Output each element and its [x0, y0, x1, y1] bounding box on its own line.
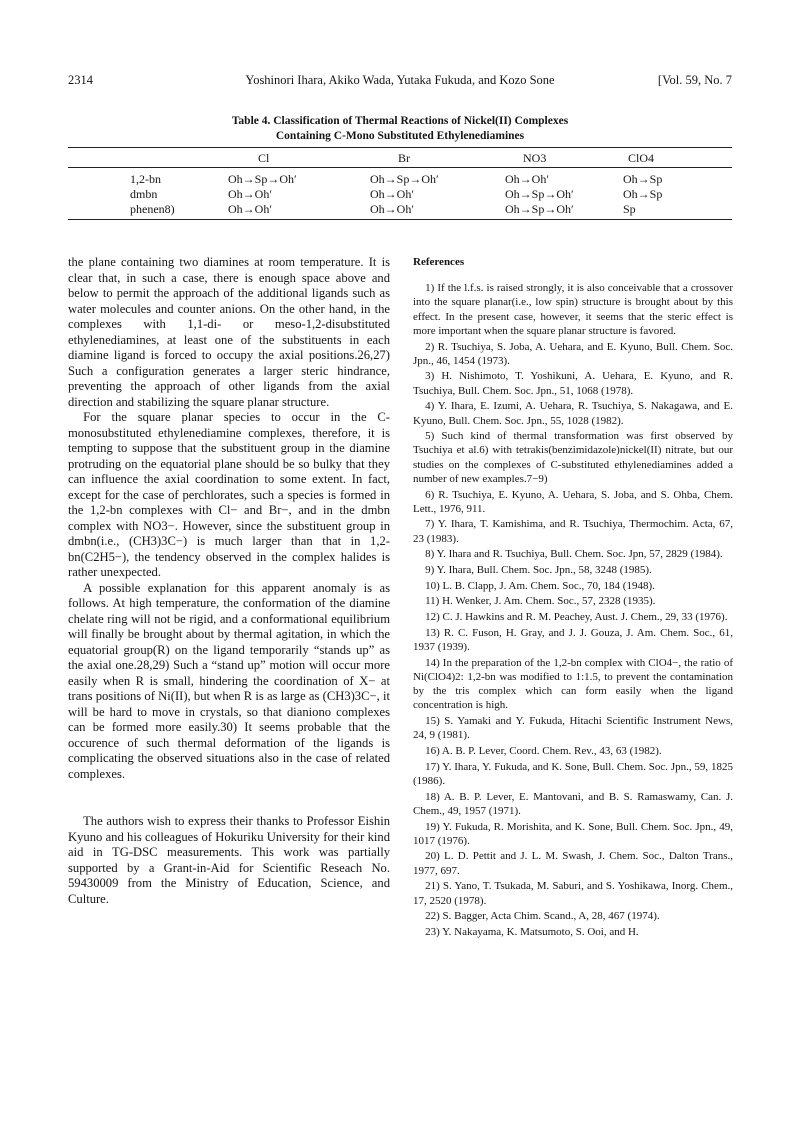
table-cell: Oh→Oh′ — [505, 172, 549, 186]
reference-item: 17) Y. Ihara, Y. Fukuda, and K. Sone, Bull. Chem. Soc. Jpn., 59, 1825 (1986). — [413, 760, 733, 787]
reference-item: 19) Y. Fukuda, R. Morishita, and K. Sone, Bull. Chem. Soc. Jpn., 49, 1017 (1976). — [413, 820, 733, 847]
reference-item: 6) R. Tsuchiya, E. Kyuno, A. Uehara, S. Joba, and S. Ohba, Chem. Lett., 1976, 911. — [413, 488, 733, 515]
reference-item: 13) R. C. Fuson, H. Gray, and J. J. Gouza, J. Am. Chem. Soc., 61, 1937 (1939). — [413, 626, 733, 654]
table-cell: Oh→Oh′ — [228, 187, 272, 201]
reference-item: 12) C. J. Hawkins and R. M. Peachey, Aust. J. Chem., 29, 33 (1976). — [425, 611, 728, 624]
reference-list — [413, 281, 733, 939]
reference-item: 16) A. B. P. Lever, Coord. Chem. Rev., 43, 63 (1982). — [425, 745, 662, 757]
table-cell: Oh→Oh′ — [370, 187, 414, 201]
reference-item: 10) L. B. Clapp, J. Am. Chem. Soc., 70, 184 (1948). — [425, 579, 655, 592]
acknowledgement: The authors wish to express their thanks to Professor Eishin Kyuno and his colleagues of Hokuriku University for their kind aid in TG-DSC measurements. This work was partially supported by a Grant-in-Aid for Scientific Reseach No. 59430009 from the Ministry of Education, Science, and Culture. — [68, 814, 390, 906]
reference-item: 14) In the preparation of the 1,2-bn complex with ClO4−, the ratio of Ni(ClO4)2: 1,2-bn was modified to 1:1.5, to prevent the contamination by the tris complex which can form easily when the ligand concentration is high. — [413, 656, 733, 712]
reference-item: 18) A. B. P. Lever, E. Mantovani, and B. S. Ramaswamy, Can. J. Chem., 49, 1957 (1971). — [413, 790, 733, 817]
reference-item: 22) S. Bagger, Acta Chim. Scand., A, 28, 467 (1974). — [425, 910, 660, 923]
body-text-column — [68, 255, 390, 907]
table-row — [68, 172, 732, 187]
table-cell: dmbn — [130, 187, 158, 201]
references-heading: References — [413, 256, 465, 268]
reference-item: 2) R. Tsuchiya, S. Joba, A. Uehara, and E. Kyuno, Bull. Chem. Soc. Jpn., 46, 1454 (1973). — [413, 340, 733, 367]
reference-item: 11) H. Wenker, J. Am. Chem. Soc., 57, 2328 (1935). — [425, 595, 656, 608]
table-cell: Oh→Sp→Oh′ — [505, 187, 574, 201]
table-header-br: Br — [398, 151, 410, 165]
table-cell: Oh→Sp→Oh′ — [505, 202, 574, 216]
body-paragraph: For the square planar species to occur in the C-monosubstituted ethylenediamine complexes, therefore, it is tempting to suppose that the substituent group in the diamine protruding on the equatorial plane should be so bulky that they can influence the axial coordination to some extent. In fact, except for the case of perchlorates, such a species is formed in the 1,2-bn complexes with Cl− and Br−, and in the dmbn complex with NO3−. However, since the substituent group in dmbn(i.e., (CH3)3C−) is much larger than that in 1,2-bn(C2H5−), the tendency observed in the complex halides is rather unexpected. — [68, 410, 390, 579]
reference-item: 9) Y. Ihara, Bull. Chem. Soc. Jpn., 58, 3248 (1985). — [425, 564, 652, 577]
reference-item: 1) If the l.f.s. is raised strongly, it is also conceivable that a crossover into the square planar(i.e., low spin) structure is brought about by this effect. In the present case, however, it seems that the steric effect is more important when the square planar structure is favored. — [413, 282, 733, 337]
table-cell: Sp — [623, 202, 636, 216]
reference-item: 4) Y. Ihara, E. Izumi, A. Uehara, R. Tsuchiya, S. Nakagawa, and E. Kyuno, Bull. Chem. Soc. Jpn., 55, 1028 (1982). — [413, 400, 733, 427]
table-cell: Oh→Oh′ — [370, 202, 414, 216]
reference-item: 5) Such kind of thermal transformation was first observed by Tsuchiya et al.6) with tetrakis(benzimidazole)nickel(II) nitrate, but our studies on the complexes of C-substituted ethylenediamines added a number of new examples.7−9) — [413, 430, 733, 485]
volume-issue: [Vol. 59, No. 7 — [657, 73, 732, 87]
references-column — [413, 255, 733, 941]
table-header-no3: NO3 — [523, 151, 547, 165]
table-row — [68, 202, 732, 217]
reference-item: 15) S. Yamaki and Y. Fukuda, Hitachi Scientific Instrument News, 24, 9 (1981). — [413, 715, 733, 742]
reference-item: 7) Y. Ihara, T. Kamishima, and R. Tsuchiya, Thermochim. Acta, 67, 23 (1983). — [413, 518, 733, 545]
table-caption — [68, 114, 732, 144]
reference-item: 21) S. Yano, T. Tsukada, M. Saburi, and S. Yoshikawa, Inorg. Chem., 17, 2520 (1978). — [413, 880, 733, 907]
table-cell: Oh→Sp→Oh′ — [228, 172, 297, 186]
table-cell: Oh→Sp — [623, 172, 663, 186]
running-header — [68, 73, 732, 89]
running-authors: Yoshinori Ihara, Akiko Wada, Yutaka Fukuda, and Kozo Sone — [245, 73, 555, 87]
table-cell: Oh→Sp→Oh′ — [370, 172, 439, 186]
reference-item: 23) Y. Nakayama, K. Matsumoto, S. Ooi, and H. — [425, 925, 639, 938]
table-cell: Oh→Oh′ — [228, 202, 272, 216]
table-cell: 1,2-bn — [130, 172, 161, 186]
table-caption-line-2: Containing C-Mono Substituted Ethylenediamines — [275, 130, 525, 142]
reference-item: 20) L. D. Pettit and J. L. M. Swash, J. Chem. Soc., Dalton Trans., 1977, 697. — [413, 850, 733, 877]
table-bottom-rule — [68, 219, 732, 220]
reference-item: 8) Y. Ihara and R. Tsuchiya, Bull. Chem. Soc. Jpn, 57, 2829 (1984). — [425, 548, 723, 561]
reference-item: 3) H. Nishimoto, T. Yoshikuni, A. Uehara, E. Kyuno, and R. Tsuchiya, Bull. Chem. Soc. Jpn., 51, 1068 (1978). — [413, 370, 733, 397]
table-top-rule — [68, 147, 732, 148]
table-cell: phenen8) — [130, 202, 175, 216]
table-row — [68, 187, 732, 202]
page-number: 2314 — [68, 73, 93, 87]
table-header-clo4: ClO4 — [628, 151, 655, 165]
table-header-rule — [68, 167, 732, 168]
table-cell: Oh→Sp — [623, 187, 663, 201]
body-paragraph: A possible explanation for this apparent anomaly is as follows. At high temperature, the conformation of the diamine chelate ring will not be rigid, and a conformational equilibrium will finally be brought about by thermal agitation, in which the equatorial group(R) on the ligand temporarily “stands up” as the axial one.28,29) Such a “stand up” motion will occur more easily when R is small, hindering the coordination of X− at trans positions of Ni(II), but when R is as large as (CH3)3C−, it will be hard to move in crystals, so that dianiono complexes can be formed more easily.30) It seems probable that the occurence of such thermal deformation of the ligands is complicating the observed situations also in the case of related complexes. — [68, 580, 390, 781]
table-header-cl: Cl — [258, 151, 270, 165]
table-caption-line-1: Table 4. Classification of Thermal Reactions of Nickel(II) Complexes — [231, 115, 569, 127]
body-paragraph: the plane containing two diamines at room temperature. It is clear that, in such a case, there is enough space above and below to permit the approach of the additional ligands such as water molecules and counter anions. On the other hand, in the complexes with 1,1-di- or meso-1,2-disubstituted ethylenediamines, at least one of the substituents in each diamine ligand is forced to occupy the axial positions.26,27) Such a configuration generates a larger steric hindrance, preventing the approach of other ligands from the axial direction and stabilizing the square planar structure. — [68, 255, 390, 409]
